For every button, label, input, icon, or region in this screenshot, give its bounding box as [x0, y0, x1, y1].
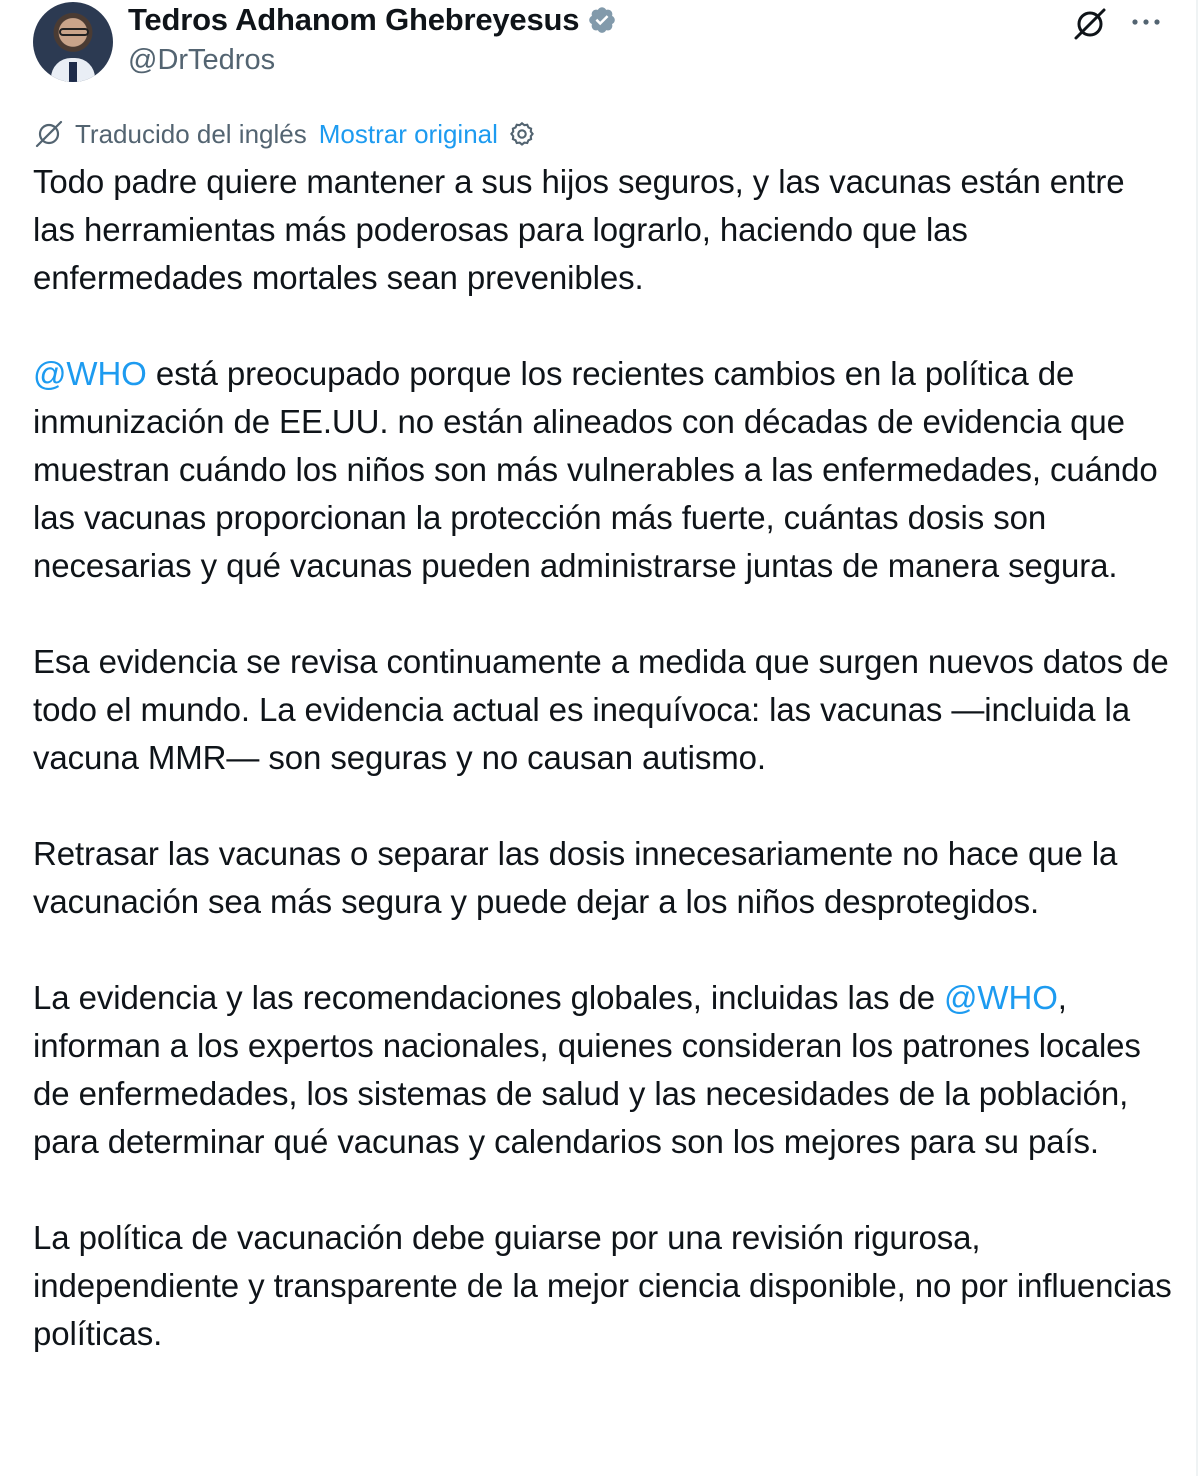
tweet-paragraph-1: Todo padre quiere mantener a sus hijos seguros, y las vacunas están entre las herramientas más poderosas para lograrlo, haciendo que las enfermedades mortales sean prevenibles. — [33, 163, 1125, 296]
author-handle[interactable]: @DrTedros — [128, 44, 276, 76]
tweet-paragraph-3: Esa evidencia se revisa continuamente a medida que surgen nuevos datos de todo el mundo. La evidencia actual es inequívoca: las vacunas —incluida la vacuna MMR— son seguras y no causan autismo. — [33, 643, 1169, 776]
tweet-paragraph-5 — [33, 974, 1173, 1166]
tweet-paragraph-4: Retrasar las vacunas o separar las dosis innecesariamente no hace que la vacunación sea más segura y puede dejar a los niños desprotegidos. — [33, 835, 1118, 920]
tweet-text — [33, 158, 1173, 1406]
author-name-row — [128, 2, 617, 38]
author-display-name[interactable]: Tedros Adhanom Ghebreyesus — [128, 2, 580, 37]
avatar-tie — [69, 62, 77, 82]
paragraph-2-text: está preocupado porque los recientes cambios en la política de inmunización de EE.UU. no están alineados con décadas de evidencia que muestran cuándo los niños son más vulnerables a las enfermedades, cuándo las vacunas proporcionan la protección más fuerte, cuántas dosis son necesarias y qué vacunas pueden administrarse juntas de manera segura. — [33, 355, 1158, 584]
translated-label: Traducido del inglés — [75, 118, 307, 149]
tweet-paragraph-2 — [33, 350, 1173, 590]
mention-who-link-2[interactable]: @WHO — [944, 979, 1058, 1016]
translation-bar — [33, 116, 536, 152]
gear-icon[interactable] — [508, 120, 536, 148]
show-original-link[interactable]: Mostrar original — [318, 118, 498, 149]
avatar-glasses — [59, 28, 89, 36]
more-horizontal-icon[interactable] — [1126, 6, 1166, 38]
mention-who-link[interactable]: @WHO — [33, 355, 147, 392]
tweet-paragraph-6: La política de vacunación debe guiarse por una revisión rigurosa, independiente y transparente de la mejor ciencia disponible, no por influencias políticas. — [33, 1219, 1172, 1352]
paragraph-5-text-b: , informan a los expertos nacionales, quienes consideran los patrones locales de enfermedades, los sistemas de salud y las necesidades de la población, para determinar qué vacunas y calendarios son los mejores para su país. — [33, 979, 1141, 1160]
paragraph-5-text-a: La evidencia y las recomendaciones globales, incluidas las de — [33, 979, 945, 1016]
translate-icon — [33, 118, 65, 150]
verified-badge-icon[interactable] — [587, 5, 617, 35]
grok-icon[interactable] — [1070, 4, 1110, 44]
avatar[interactable] — [33, 2, 113, 82]
